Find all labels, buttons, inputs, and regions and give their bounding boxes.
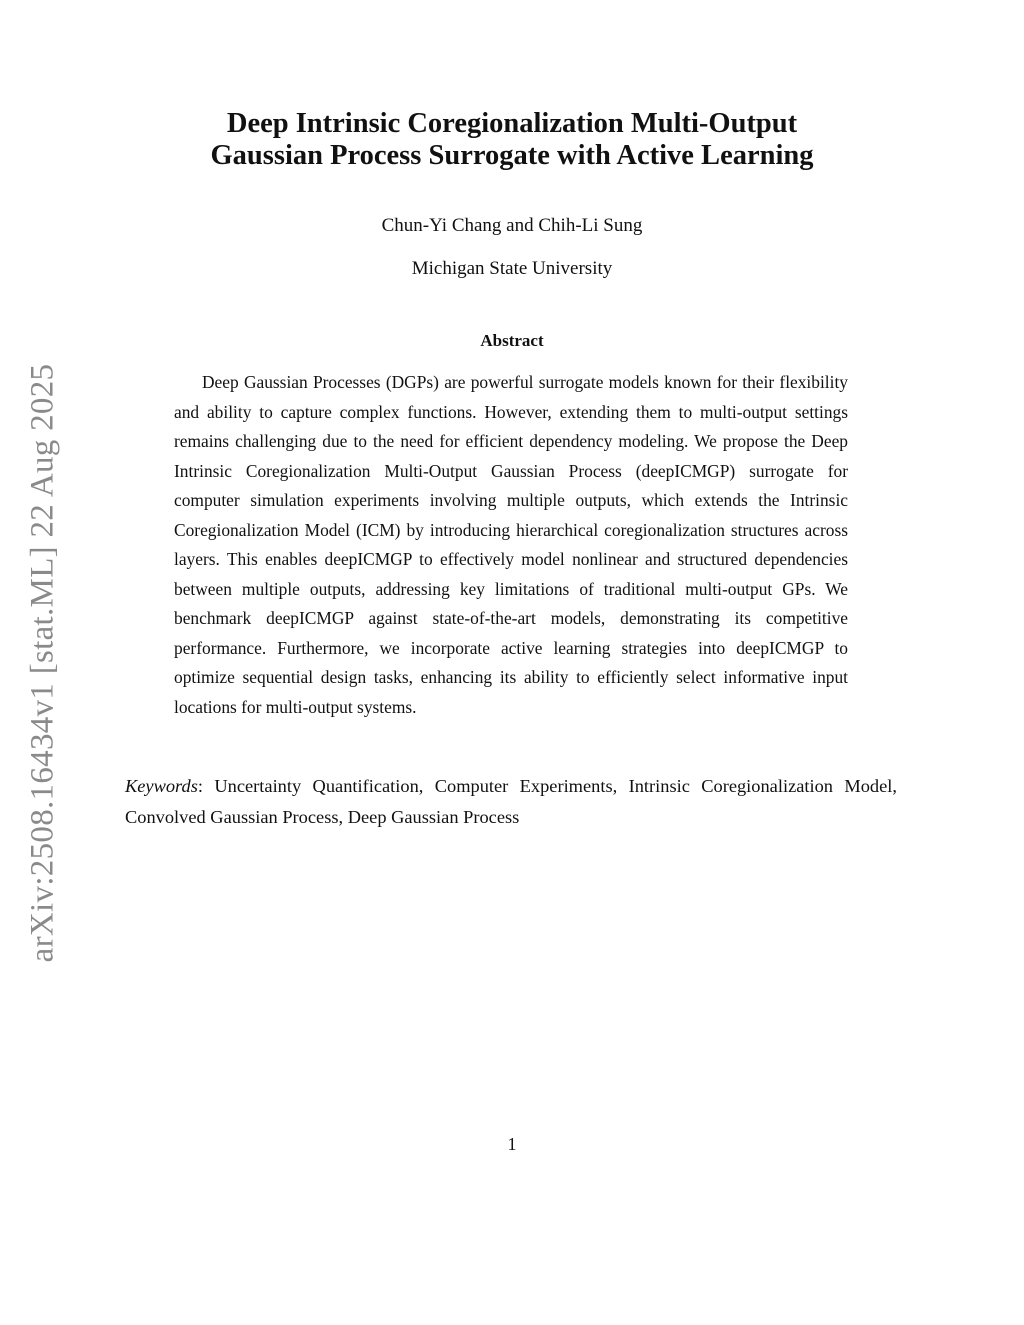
abstract-text: Deep Gaussian Processes (DGPs) are powerful surrogate models known for their flexibility and ability to capture complex functions. However, extending them to multi-output settings remains challenging due to the need for efficient dependency modeling. We propose the Deep Intrinsic Coregionalization Multi-Output Gaussian Process (deepICMGP) surrogate for computer simulation experiments involving multiple outputs, which extends the Intrinsic Coregionalization Model (ICM) by introducing hierarchical coregionalization structures across layers. This enables deepICMGP to effectively model nonlinear and structured dependencies between multiple outputs, addressing key limitations of traditional multi-output GPs. We benchmark deepICMGP against state-of-the-art models, demonstrating its competitive performance. Furthermore, we incorporate active learning strategies into deepICMGP to optimize sequential design tasks, enhancing its ability to efficiently select informative input locations for multi-output systems. xyxy=(174,372,848,717)
keywords-label: Keywords xyxy=(125,776,198,796)
paper-title-line-2: Gaussian Process Surrogate with Active Learning xyxy=(210,140,814,171)
paper-authors: Chun-Yi Chang and Chih-Li Sung xyxy=(381,215,643,236)
abstract-heading: Abstract xyxy=(480,331,544,350)
keywords-separator: : xyxy=(197,776,215,796)
page-number: 1 xyxy=(507,1134,517,1154)
paper-title xyxy=(120,108,904,172)
keywords-list: Uncertainty Quantification, Computer Experiments, Intrinsic Coregionalization Model, Convolved Gaussian Process, Deep Gaussian Process xyxy=(125,776,897,827)
paper-title-line-1: Deep Intrinsic Coregionalization Multi-Output xyxy=(226,108,798,139)
author-affiliation: Michigan State University xyxy=(411,258,613,279)
arxiv-identifier-stamp: arXiv:2508.16434v1 [stat.ML] 22 Aug 2025 xyxy=(24,363,61,963)
keywords-paragraph xyxy=(125,771,897,833)
